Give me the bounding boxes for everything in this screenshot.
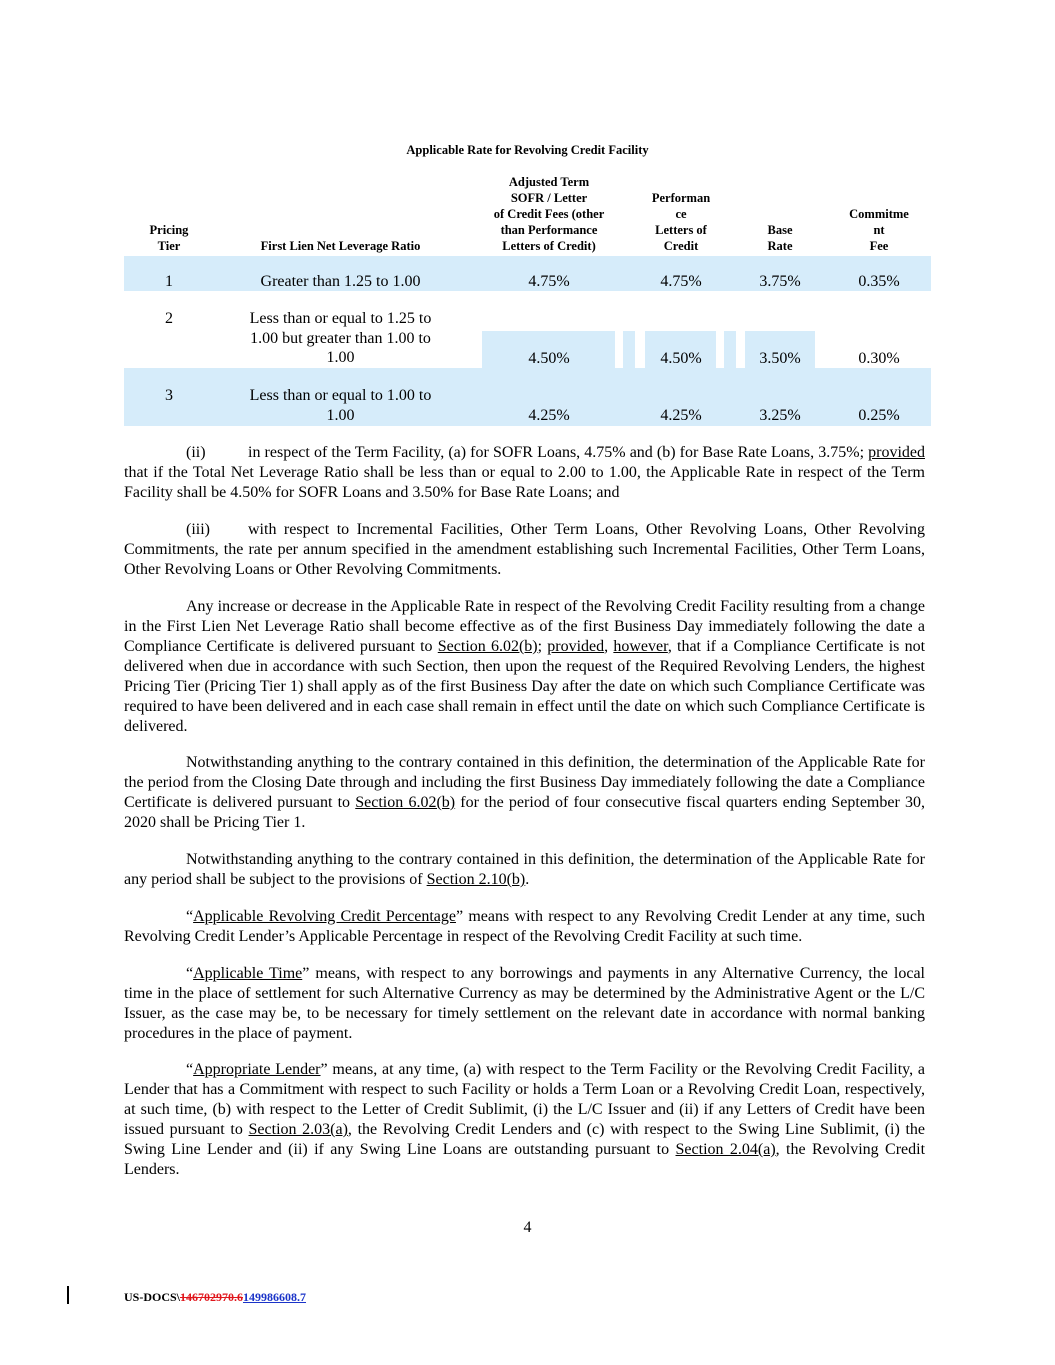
inserted-doc-number: 149986608.7	[243, 1290, 307, 1304]
defined-term: Applicable Revolving Credit Percentage	[193, 908, 456, 925]
row-1-sofr: 4.75%	[528, 273, 570, 290]
section-ref-2-03a[interactable]: Section 2.03(a)	[248, 1121, 348, 1138]
header-leverage-ratio: First Lien Net Leverage Ratio	[260, 239, 421, 253]
paragraph-ii-number: (ii)	[186, 444, 206, 461]
row-3-base: 3.25%	[759, 407, 801, 424]
row-3-ratio: Less than or equal to 1.00 to 1.00	[249, 387, 432, 424]
provided-term: provided	[868, 444, 925, 461]
header-pricing-tier: Pricing Tier	[149, 223, 189, 253]
row-3-fee: 0.25%	[858, 407, 900, 424]
row-2-sofr: 4.50%	[528, 350, 570, 367]
header-base-rate: Base Rate	[767, 223, 793, 253]
page-number: 4	[523, 1219, 532, 1236]
section-ref-6-02b[interactable]: Section 6.02(b)	[355, 794, 456, 811]
paragraph-iii-number: (iii)	[186, 521, 210, 538]
definition-applicable-time: “Applicable Time” means, with respect to any borrowings and payments in any Alternative Currency, the local time in the place of settlement for such Alternative Currency as may be determined by the Administrative Agent or the L/C Issuer, as the case may be, to be necessary for timely settlement on the relevant date in accordance with normal banking procedures in the place of payment.	[124, 965, 926, 1042]
row-2-base: 3.50%	[759, 350, 801, 367]
row-2-band-gap-a	[623, 331, 635, 368]
row-1-base: 3.75%	[759, 273, 801, 290]
paragraph-iii: (iii) with respect to Incremental Facilities, Other Term Loans, Other Revolving Loans, Other Revolving Commitments, the rate per annum specified in the amendment establishing such Incremental Facilities, Other Term Loans, Other Revolving Loans or Other Revolving Commitments.	[124, 521, 925, 578]
row-1-fee: 0.35%	[858, 273, 900, 290]
section-ref-2-04a[interactable]: Section 2.04(a)	[675, 1141, 776, 1158]
row-1-ratio: Greater than 1.25 to 1.00	[260, 273, 421, 290]
header-performance-loc: Performan ce Letters of Credit	[651, 191, 711, 253]
row-3-sofr: 4.25%	[528, 407, 570, 424]
document-id-footer: US-DOCS\146702970.6149986608.7	[124, 1290, 307, 1304]
section-ref-6-02b[interactable]: Section 6.02(b)	[437, 638, 538, 655]
row-3-tier: 3	[165, 387, 173, 404]
table-title: Applicable Rate for Revolving Credit Facility	[406, 143, 649, 157]
row-3-perf: 4.25%	[660, 407, 702, 424]
row-2-band-gap-b	[724, 331, 736, 368]
header-commitment-fee: Commitme nt Fee	[849, 207, 909, 253]
row-2-fee: 0.30%	[858, 350, 900, 367]
definition-applicable-revolving-credit-percentage: “Applicable Revolving Credit Percentage” means with respect to any Revolving Credit Lender at any time, such Revolving Credit Lender’s Applicable Percentage in respect of the Revolving Credit Facility at such time.	[124, 908, 925, 945]
change-bar	[67, 1286, 69, 1304]
deleted-doc-number: 146702970.6	[180, 1290, 244, 1304]
row-2-ratio: Less than or equal to 1.25 to 1.00 but greater than 1.00 to 1.00	[249, 310, 432, 366]
defined-term: Applicable Time	[193, 965, 303, 982]
defined-term: Appropriate Lender	[193, 1061, 321, 1078]
paragraph-notwithstanding-1: Notwithstanding anything to the contrary contained in this definition, the determination of the Applicable Rate for the period from the Closing Date through and including the first Business Day immediately following the date a Compliance Certificate is delivered pursuant to Section 6.02(b) for the period of four consecutive fiscal quarters ending September 30, 2020 shall be Pricing Tier 1.	[124, 754, 926, 831]
row-1-tier: 1	[165, 273, 173, 290]
section-ref-2-10b[interactable]: Section 2.10(b)	[426, 871, 526, 888]
row-1-perf: 4.75%	[660, 273, 702, 290]
paragraph-ii: (ii) in respect of the Term Facility, (a) for SOFR Loans, 4.75% and (b) for Base Rate Loans, 3.75%; provided that if the Total Net Leverage Ratio shall be less than or equal to 2.00 to 1.00, the Applicable Rate in respect of the Term Facility shall be 4.50% for SOFR Loans and 3.50% for Base Rate Loans; and	[124, 444, 925, 501]
header-sofr-fees: Adjusted Term SOFR / Letter of Credit Fees (other than Performance Letters of Credit)	[493, 175, 605, 253]
definition-appropriate-lender: “Appropriate Lender” means, at any time, (a) with respect to the Term Facility or the Revolving Credit Facility, a Lender that has a Commitment with respect to such Facility or holds a Term Loan or a Revolving Credit Loan, respectively, at such time, (b) with respect to the Letter of Credit Sublimit, (i) the L/C Issuer and (ii) if any Letters of Credit have been issued pursuant to Section 2.03(a), the Revolving Credit Lenders and (c) with respect to the Swing Line Sublimit, (i) the Swing Line Lender and (ii) if any Swing Line Loans are outstanding pursuant to Section 2.04(a), the Revolving Credit Lenders.	[124, 1061, 926, 1178]
row-2-tier: 2	[165, 310, 173, 327]
paragraph-notwithstanding-2: Notwithstanding anything to the contrary contained in this definition, the determination of the Applicable Rate for any period shall be subject to the provisions of Section 2.10(b).	[124, 851, 925, 888]
row-2-perf: 4.50%	[660, 350, 702, 367]
table-header	[124, 176, 931, 256]
paragraph-rate-change: Any increase or decrease in the Applicable Rate in respect of the Revolving Credit Facility resulting from a change in the First Lien Net Leverage Ratio shall become effective as of the first Business Day immediately following the date a Compliance Certificate is delivered pursuant to Section 6.02(b); provided, however, that if a Compliance Certificate is not delivered when due in accordance with such Section, then upon the request of the Required Revolving Lenders, the highest Pricing Tier (Pricing Tier 1) shall apply as of the first Business Day after the date on which such Compliance Certificate was required to have been delivered and in each case shall remain in effect until the date on which such Compliance Certificate is delivered.	[124, 598, 926, 735]
